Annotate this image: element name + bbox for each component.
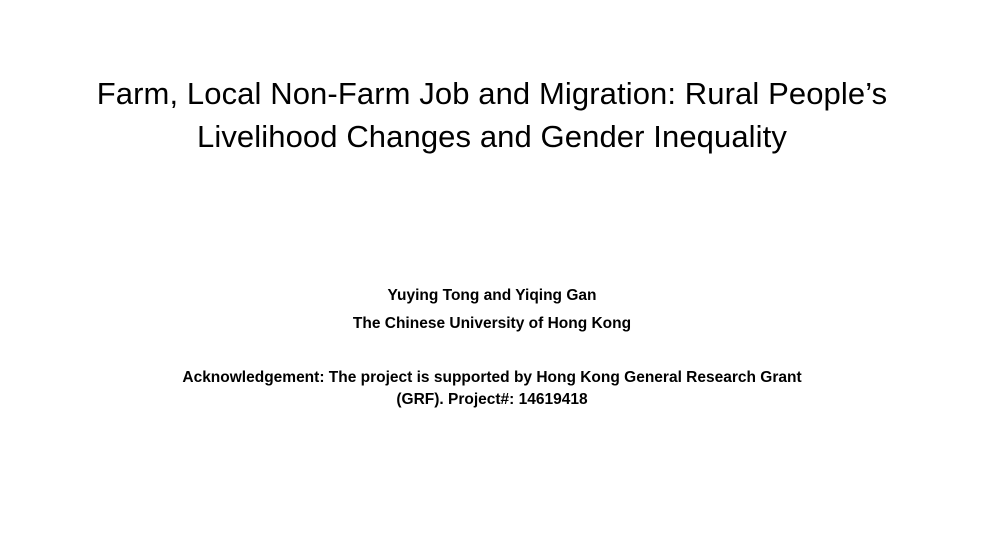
- acknowledgement-line-1: Acknowledgement: The project is supported by Hong Kong General Research Grant: [182, 369, 802, 386]
- title-line-1: Farm, Local Non-Farm Job and Migration: Rural People’s: [96, 76, 888, 111]
- acknowledgement-line-2: (GRF). Project#: 14619418: [396, 391, 588, 408]
- acknowledgement-block: [50, 367, 934, 411]
- author-block: [50, 282, 934, 338]
- slide-title: [50, 72, 934, 158]
- author-names: Yuying Tong and Yiqing Gan: [387, 287, 597, 304]
- author-affiliation: The Chinese University of Hong Kong: [352, 315, 632, 332]
- title-line-2: Livelihood Changes and Gender Inequality: [197, 119, 787, 154]
